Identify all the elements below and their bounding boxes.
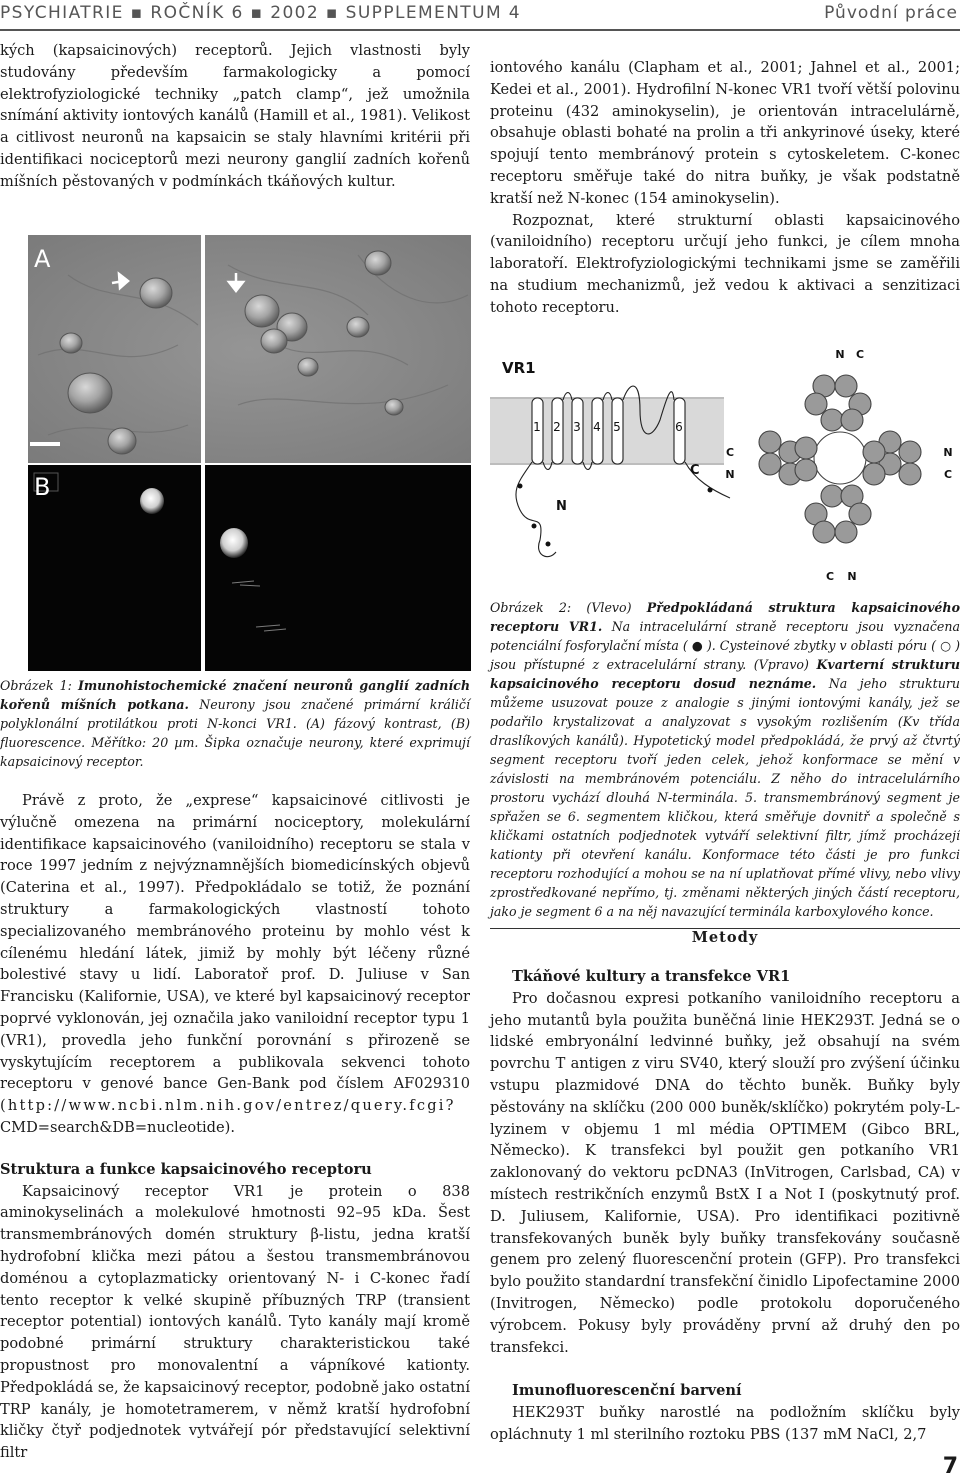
immuno-heading: Imunofluorescenční barvení	[512, 1382, 742, 1400]
caption-2-lead: Obrázek 2: (Vlevo)	[490, 600, 647, 615]
paragraph-discovery	[0, 790, 470, 1139]
genbank-url[interactable]: (http://www.ncbi.nlm.nih.gov/entrez/query.fcgi?	[0, 1097, 456, 1115]
vr1-label: VR1	[502, 359, 536, 377]
circle-icon: ○	[940, 638, 952, 653]
tetramer-c-bottom: C	[825, 570, 835, 583]
structure-paragraph: Kapsaicinový receptor VR1 je protein o 838 aminokyselinách a molekulové hmotnosti 92–95 kDa. Šest transmembránových domén struktury β-listu, jedna kratší hydrofobní klička mezi pátou a šestou transmembránovou doménou a cytoplazmaticky orientovaný N- i C-konec řadí tento receptor k velké skupině příbuzných TRP (transient receptor potential) iontových kanálů. Tyto kanály mají kromě podobné primární struktury charakteristickou také propustnost pro monovalentní a vápníkové kationty. Předpokládá se, že kapsaicinový receptor, podobně jako ostatní TRP kanály, je homotetramerem, v němž kratší hydrofobní kličky čtyř podjednotek vytvářejí pór představující selektivní filtr	[0, 1182, 470, 1462]
filled-dot-icon: ●	[691, 638, 703, 653]
svg-text:1: 1	[533, 420, 541, 434]
caption-2-text-1b: ). Cysteinové zbytky v oblasti póru (	[702, 638, 941, 653]
caption-2-text-1: Na intracelulární straně receptoru jsou vyznačena potenciální fosforylační místa (	[490, 619, 960, 653]
left-column-body	[0, 790, 470, 1464]
membrane-band	[490, 397, 724, 465]
intro-paragraph: kých (kapsaicinových) receptorů. Jejich vlastnosti byly studovány především farmakologicky a pomocí elektrofyziologické techniky „patch clamp“, jež umožnila snímání aktivity iontových kanálů (Hamill et al., 1981). Velikost a citlivost neuronů na kapsaicin se staly hlavními kritérii při identifikaci nociceptorů mezi neurony ganglií zadních kořenů míšních pěstovaných v podmínkách tkáňových kultur.	[0, 42, 470, 190]
caption-2-text-1c: ) jsou přístupné z extracelulární strany. (Vpravo)	[490, 638, 960, 672]
figure-1-caption	[0, 676, 470, 771]
caption-2-title-2: Kvarterní strukturu kapsaicinového receptoru dosud neznáme.	[490, 657, 960, 691]
svg-text:6: 6	[675, 420, 683, 434]
scale-bar	[30, 442, 60, 446]
panel-divider	[201, 235, 205, 671]
figure-2-image	[490, 340, 960, 585]
discovery-text: Právě z proto, že „exprese“ kapsaicinové citlivosti je výlučně omezena na primární nociceptory, molekulární identifikace kapsaicinového (vaniloidního) receptoru se stala v roce 1997 jedním z nejvýznamnějších biomedicínských objevů (Caterina et al., 1997). Předpokládalo se totiž, že poznání struktury a farmakologických vlastností tohoto specializovaného membránového proteinu by mohlo vést k cílenému hledání látek, jimiž by mohly být léčeny různé bolestivé stavy u lidí. Laboratoř prof. D. Juliuse v San Francisku (Kalifornie, USA), ve které byl kapsaicinový receptor poprvé vyklonován, jej označila jako vaniloidní receptor typu 1 (VR1), provedla jeho funkční porovnání s přirozeně se vyskytujícím receptorem a publikovala sekvenci tohoto receptoru v genové bance Gen-Bank pod číslem AF029310	[0, 792, 470, 1093]
caption-1-text: Neurony jsou značené primární králičí polyklonální protilátkou proti N-konci VR1. (A) fázový kontrast, (B) fluorescence. Měřítko: 20 µm. Šipka označuje neurony, které exprimují kapsaicinový receptor.	[0, 697, 471, 769]
structure-heading: Struktura a funkce kapsaicinového receptoru	[0, 1160, 372, 1178]
genbank-url-query: CMD=search&DB=nucleotide).	[0, 1118, 235, 1136]
journal-name: PSYCHIATRIE ▪ ROČNÍK 6 ▪ 2002 ▪ SUPPLEMENTUM 4	[0, 3, 522, 23]
right-paragraph-2: Rozpoznat, které strukturní oblasti kapsaicinového (vaniloidního) receptoru určují jeho funkci, je cílem mnoha laboratoří. Elektrofyziologickými technikami jsme se zaměřili na studium mechanizmů, jež vedou k aktivaci a senzitizaci tohoto receptoru.	[490, 211, 960, 316]
caption-2-title-1: Předpokládaná struktura kapsaicinového receptoru VR1.	[490, 600, 960, 634]
methods-title: Metody	[691, 929, 759, 946]
page-number: 7	[942, 1454, 958, 1479]
tetramer-n-label: N	[835, 348, 845, 361]
tetramer-c-label: C	[855, 348, 865, 361]
right-column-methods	[490, 966, 960, 1446]
n-terminus-label: N	[556, 499, 567, 514]
immuno-paragraph: HEK293T buňky narostlé na podložním sklíčku byly opláchnuty 1 ml sterilního roztoku PBS (137 mM NaCl, 2,7	[490, 1404, 960, 1443]
phase-contrast-panel	[28, 235, 471, 463]
caption-2-text-2: Na jeho strukturu můžeme usuzovat pouze z analogie s jinými iontovými kanály, jež se podařilo krystalizovat a analyzovat s vysokým rozlišením (Kv třída draslíkových kanálů). Hypotetický model předpokládá, že prvý až čtvrtý segment receptoru tvoří jeden celek, jehož konformace se mění v závislosti na membránovém potenciálu. Z něho do intracelulárního prostoru vychází dlouhá N-terminála. 5. transmembránový segment je spřažen se 6. segmentem kličkou, která směřuje dovnitř a společně s kličkami ostatních podjednotek vytváří selektivní filtr, jímž procházejí kationty při otevření kanálu. Konformace této části je pro funkci receptoru rozhodující a mohou se na ní uplatňovat přímé vlivy, nebo vlivy zprostředkované nepřímo, tj. změnami některých jiných částí receptoru, jako je segment 6 a na něj navazující terminála karboxylového konce.	[490, 676, 960, 919]
page-header	[0, 0, 960, 30]
right-column-top	[490, 57, 960, 319]
c-terminus-label: C	[690, 463, 700, 478]
tetramer-c-right: C	[943, 468, 953, 481]
tetramer-n-right: N	[943, 446, 953, 459]
tetramer-n-left: N	[725, 468, 735, 481]
caption-1-title: Imunohistochemické značení neuronů ganglií zadních kořenů míšních potkana.	[0, 678, 470, 712]
svg-text:4: 4	[593, 420, 601, 434]
tetramer-c-left: C	[725, 446, 735, 459]
panel-label-a: A	[34, 245, 51, 273]
tissue-paragraph: Pro dočasnou expresi potkaního vaniloidního receptoru a jeho mutantů byla použita buněčná linie HEK293T. Jedná se o lidské embryonální ledvinné buňky, jež obsahují na svém povrchu T antigen z viru SV40, který slouží pro zvýšení účinku vstupu plazmidové DNA do těchto buněk. Buňky byly pěstovány na sklíčku (200 000 buněk/sklíčko) pokrytém poly-L-lyzinem v objemu 1 ml média OPTIMEM (Gibco BRL, Německo). K transfekci byl použit gen potkaního VR1 zaklonovaný do vektoru pcDNA3 (InVitrogen, Carlsbad, CA) v místech restrikčních enzymů BstX I a Not I (poskytnutý prof. D. Juliusem, Kalifornie, USA). Pro identifikaci pozitivně transfekovaných buněk byly buňky transfekovány současně genem pro zelený fluorescenční protein (GFP). Pro transfekci bylo použito standardní transfekční činidlo Lipofectamine 2000 (Invitrogen, Německo) podle protokolu doporučeného výrobcem. Pokusy byly prováděny první až druhý den po transfekci.	[490, 989, 960, 1356]
caption-1-lead: Obrázek 1:	[0, 678, 78, 693]
figure-1-image	[28, 235, 471, 671]
section-name: Původní práce	[824, 3, 958, 23]
right-paragraph-1: iontového kanálu (Clapham et al., 2001; Jahnel et al., 2001; Kedei et al., 2001). Hydrofilní N-konec VR1 tvoří větší polovinu proteinu (432 aminokyselin), je orientován intracelulárně, obsahuje oblasti bohaté na prolin a tři ankyrinové úseky, které spojují tento membránový protein s cytoskeletem. C-konec receptoru směřuje také do nitra buňky, je však podstatně kratší než N-konec (154 aminokyselin).	[490, 59, 960, 207]
svg-text:3: 3	[573, 420, 581, 434]
figure-2-caption	[490, 598, 960, 921]
svg-text:2: 2	[553, 420, 561, 434]
svg-text:5: 5	[613, 420, 621, 434]
tetramer-n-bottom: N	[847, 570, 857, 583]
header-rule	[0, 29, 960, 31]
methods-section-header	[490, 926, 960, 950]
fluorescence-panel	[28, 465, 471, 671]
panel-label-b: B	[34, 473, 51, 501]
tissue-heading: Tkáňové kultury a transfekce VR1	[512, 968, 791, 985]
left-column-top	[0, 40, 470, 193]
